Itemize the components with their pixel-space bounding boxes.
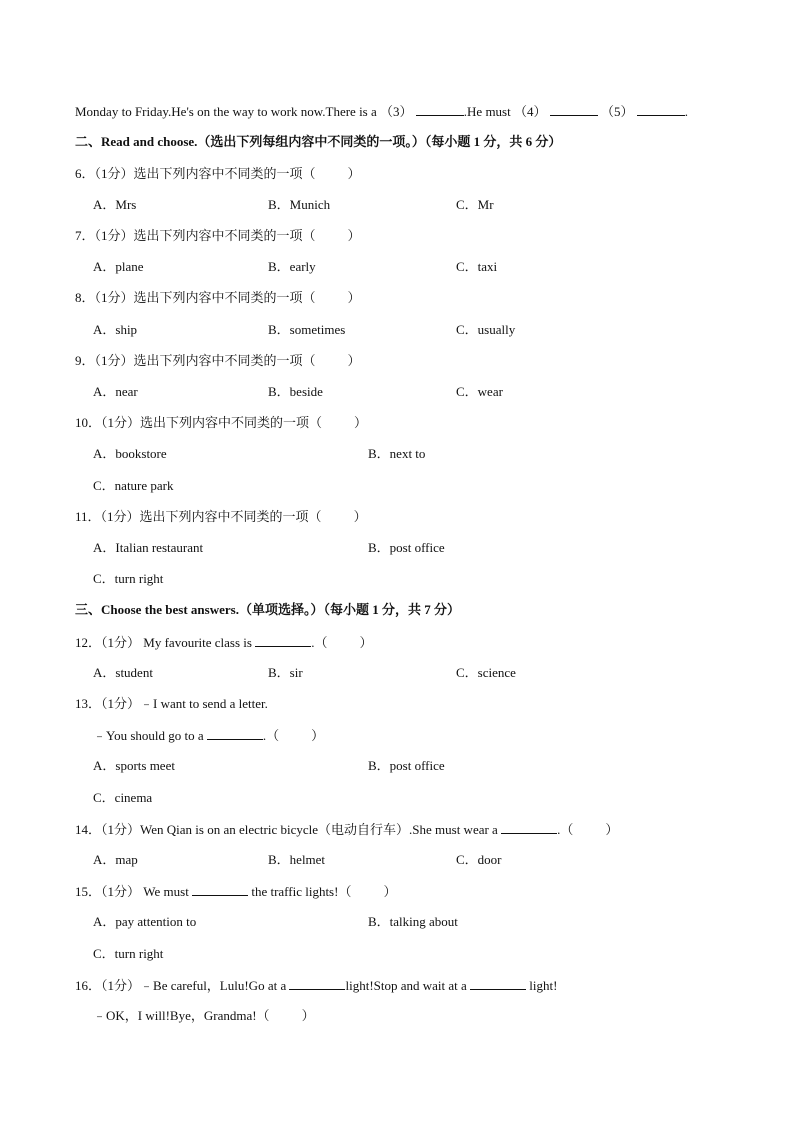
q-number: 14． bbox=[75, 822, 102, 837]
q-stem: 选出下列内容中不同类的一项（ bbox=[133, 166, 316, 181]
q-close: ） bbox=[301, 1008, 315, 1023]
q-stem: 选出下列内容中不同类的一项（ bbox=[133, 228, 316, 243]
q9-option-b[interactable]: B．beside bbox=[268, 384, 323, 399]
q-score: （1分） bbox=[101, 822, 141, 837]
q10-option-b[interactable]: B．next to bbox=[368, 446, 426, 461]
question-7 bbox=[75, 228, 361, 244]
q-after: the traffic lights!（ bbox=[248, 884, 352, 899]
q-score: （1分） bbox=[101, 696, 141, 711]
q8-option-b[interactable]: B．sometimes bbox=[268, 322, 346, 337]
intro-text: Monday to Friday.He's on the way to work now.There is a bbox=[75, 104, 381, 119]
q-number: 16． bbox=[75, 978, 102, 993]
q-score: （1分） bbox=[101, 978, 141, 993]
q-stem: ﹣Be careful，Lulu!Go at a bbox=[140, 978, 290, 993]
q11-option-c[interactable]: C．turn right bbox=[93, 571, 164, 586]
answer-blank-1[interactable] bbox=[289, 977, 345, 990]
question-11 bbox=[75, 509, 367, 525]
q-number: 8． bbox=[75, 290, 95, 305]
q15-option-a[interactable]: A．pay attention to bbox=[93, 914, 197, 929]
q14-option-b[interactable]: B．helmet bbox=[268, 852, 326, 867]
q10-option-c[interactable]: C．nature park bbox=[93, 478, 174, 493]
q-number: 10． bbox=[75, 415, 102, 430]
q-close: ） bbox=[311, 728, 325, 743]
answer-blank[interactable] bbox=[255, 634, 311, 647]
answer-blank-5[interactable] bbox=[637, 103, 685, 116]
q-stem: 选出下列内容中不同类的一项（ bbox=[133, 290, 316, 305]
q-score: （1分） bbox=[94, 228, 134, 243]
q-close: ） bbox=[347, 228, 361, 243]
blank-number-5: （5） bbox=[601, 104, 634, 119]
intro-line bbox=[75, 103, 688, 120]
question-16 bbox=[75, 977, 557, 994]
q-number: 7． bbox=[75, 228, 95, 243]
intro-end: . bbox=[684, 104, 689, 119]
question-6 bbox=[75, 166, 361, 182]
q-stem: 选出下列内容中不同类的一项（ bbox=[140, 415, 323, 430]
q7-option-b[interactable]: B．early bbox=[268, 259, 316, 274]
q-close: ） bbox=[347, 290, 361, 305]
q-after: .（ bbox=[262, 728, 280, 743]
q6-option-c[interactable]: C．Mr bbox=[456, 197, 494, 212]
q12-option-c[interactable]: C．science bbox=[456, 665, 516, 680]
q-number: 13． bbox=[75, 696, 102, 711]
q-close: ） bbox=[359, 635, 373, 650]
question-13 bbox=[75, 696, 268, 712]
q-close: ） bbox=[347, 353, 361, 368]
q-number: 12． bbox=[75, 635, 102, 650]
question-9 bbox=[75, 353, 361, 369]
q-number: 11． bbox=[75, 509, 101, 524]
q6-option-b[interactable]: B．Munich bbox=[268, 197, 331, 212]
q-after: .（ bbox=[311, 635, 328, 650]
q12-option-b[interactable]: B．sir bbox=[268, 665, 303, 680]
q7-option-a[interactable]: A．plane bbox=[93, 259, 144, 274]
q-line2: ﹣OK，I will!Bye，Grandma!（ bbox=[93, 1008, 270, 1023]
question-10 bbox=[75, 415, 367, 431]
question-15 bbox=[75, 883, 396, 900]
q-stem: 选出下列内容中不同类的一项（ bbox=[133, 353, 316, 368]
section-2-title: 二、Read and choose.（选出下列每组内容中不同类的一项。）（每小题 1 分，共 6 分） bbox=[75, 134, 562, 149]
q-stem: We must bbox=[140, 884, 193, 899]
q9-option-c[interactable]: C．wear bbox=[456, 384, 503, 399]
q-score: （1分） bbox=[101, 415, 141, 430]
q15-option-c[interactable]: C．turn right bbox=[93, 946, 164, 961]
q-score: （1分） bbox=[94, 353, 134, 368]
question-8 bbox=[75, 290, 361, 306]
q-after: light! bbox=[526, 978, 558, 993]
q-close: ） bbox=[605, 822, 619, 837]
question-14 bbox=[75, 821, 618, 838]
q15-option-b[interactable]: B．talking about bbox=[368, 914, 458, 929]
q8-option-c[interactable]: C．usually bbox=[456, 322, 516, 337]
q-score: （1分） bbox=[94, 166, 134, 181]
q-stem: My favourite class is bbox=[140, 635, 256, 650]
q14-option-a[interactable]: A．map bbox=[93, 852, 138, 867]
q-close: ） bbox=[354, 415, 368, 430]
section-3-title: 三、Choose the best answers.（单项选择。）（每小题 1 分，共 7 分） bbox=[75, 602, 460, 617]
q-mid: light!Stop and wait at a bbox=[345, 978, 471, 993]
q6-option-a[interactable]: A．Mrs bbox=[93, 197, 137, 212]
q-close: ） bbox=[383, 884, 397, 899]
q9-option-a[interactable]: A．near bbox=[93, 384, 138, 399]
question-13-line2 bbox=[93, 727, 324, 744]
blank-number-3: （3） bbox=[380, 104, 413, 119]
q7-option-c[interactable]: C．taxi bbox=[456, 259, 498, 274]
q-number: 6． bbox=[75, 166, 95, 181]
q13-option-a[interactable]: A．sports meet bbox=[93, 758, 175, 773]
q-line2: ﹣You should go to a bbox=[93, 728, 207, 743]
answer-blank-3[interactable] bbox=[416, 103, 464, 116]
q-score: （1分） bbox=[94, 290, 134, 305]
q-after: .（ bbox=[557, 822, 574, 837]
q13-option-b[interactable]: B．post office bbox=[368, 758, 445, 773]
q-stem: 选出下列内容中不同类的一项（ bbox=[139, 509, 322, 524]
q-stem: ﹣I want to send a letter. bbox=[140, 696, 268, 711]
answer-blank[interactable] bbox=[207, 727, 263, 740]
answer-blank[interactable] bbox=[501, 821, 557, 834]
blank-number-4: （4） bbox=[513, 104, 547, 119]
question-12 bbox=[75, 634, 372, 651]
answer-blank[interactable] bbox=[192, 883, 248, 896]
q-score: （1分） bbox=[100, 509, 140, 524]
intro-text-2: .He must bbox=[463, 104, 511, 119]
q-close: ） bbox=[353, 509, 367, 524]
q13-option-c[interactable]: C．cinema bbox=[93, 790, 153, 805]
question-16-line2 bbox=[93, 1008, 315, 1024]
q12-option-a[interactable]: A．student bbox=[93, 665, 153, 680]
q14-option-c[interactable]: C．door bbox=[456, 852, 502, 867]
q-number: 9． bbox=[75, 353, 95, 368]
q-score: （1分） bbox=[101, 884, 141, 899]
q-score: （1分） bbox=[101, 635, 141, 650]
q-close: ） bbox=[347, 166, 361, 181]
q11-option-a[interactable]: A．Italian restaurant bbox=[93, 540, 204, 555]
q-stem: Wen Qian is on an electric bicycle（电动自行车）.She must wear a bbox=[140, 822, 502, 837]
answer-blank-4[interactable] bbox=[550, 103, 598, 116]
q8-option-a[interactable]: A．ship bbox=[93, 322, 138, 337]
answer-blank-2[interactable] bbox=[470, 977, 526, 990]
q11-option-b[interactable]: B．post office bbox=[368, 540, 445, 555]
q10-option-a[interactable]: A．bookstore bbox=[93, 446, 167, 461]
q-number: 15． bbox=[75, 884, 102, 899]
